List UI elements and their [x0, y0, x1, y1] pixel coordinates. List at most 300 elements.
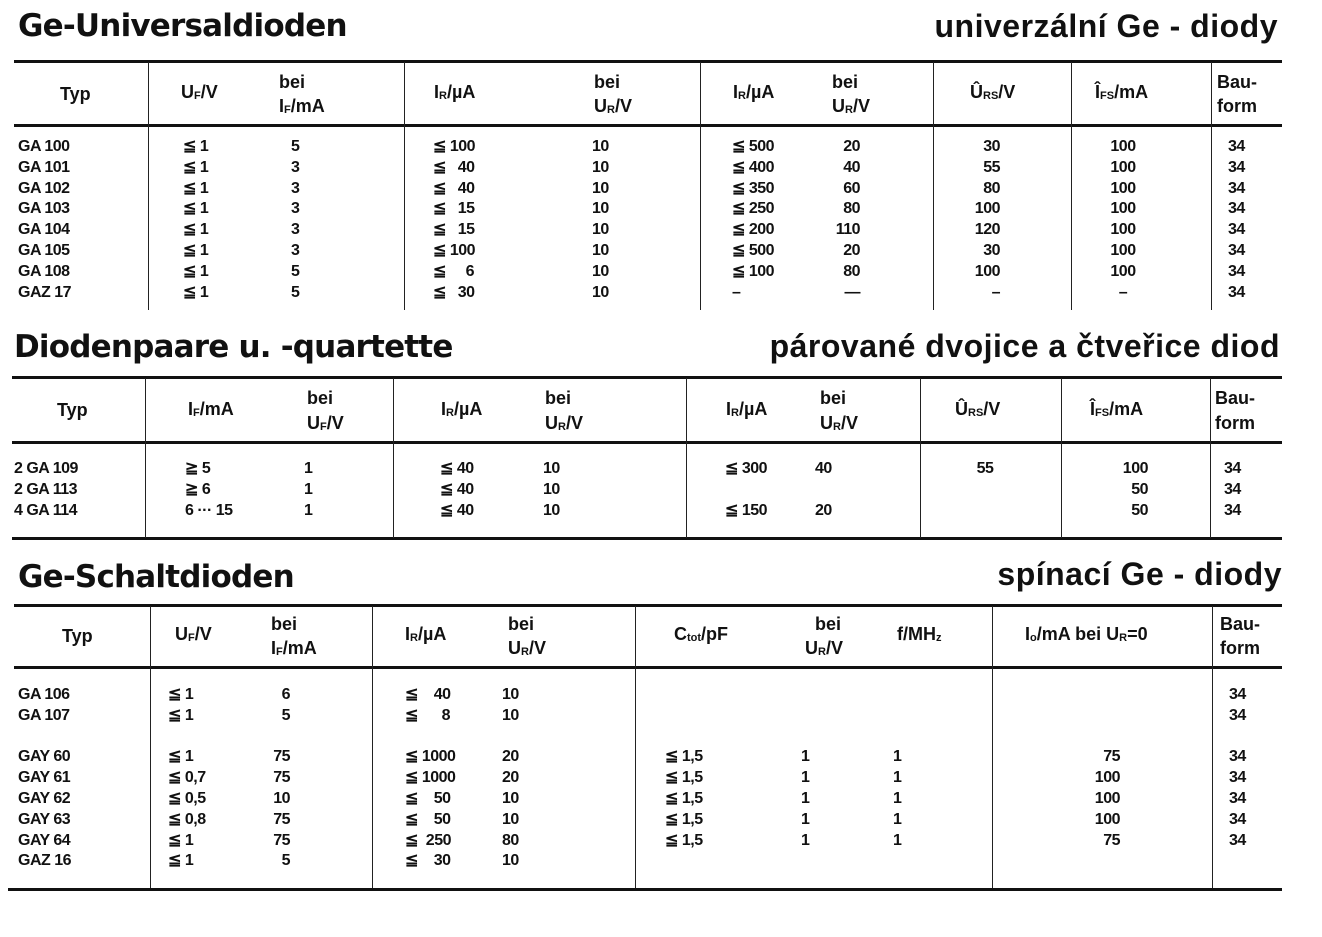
- table-cell-typ: GA 101: [18, 158, 70, 176]
- header-io-sub: o: [1030, 632, 1037, 644]
- table-cell-ctot: ≦ 1,5: [665, 789, 703, 807]
- table-cell-bau: 34: [1229, 789, 1246, 807]
- header-ctot-sub: tot: [687, 632, 702, 644]
- table-cell-ur2: 60: [843, 179, 860, 197]
- table-cell-bau: 34: [1228, 221, 1245, 239]
- table-cell-ur2: 80: [843, 262, 860, 280]
- table-cell-if: [260, 727, 290, 748]
- table-cell-ir2: ≦ 100: [732, 262, 775, 280]
- table-cell-if: 5: [291, 262, 300, 280]
- table-cell-ur1: 10: [543, 460, 560, 477]
- table-cell-uf: ≦ 0,5: [168, 789, 206, 807]
- table-cell-f: 1: [893, 831, 902, 849]
- header-if-sub: F: [193, 407, 200, 419]
- header-bottom-rule: [14, 124, 1282, 127]
- table-cell-ir2: ≦ 150: [725, 501, 768, 519]
- col-ur-1: [502, 685, 519, 872]
- header-ifs-sub: FS: [1100, 90, 1115, 102]
- table-cell-urs: 55: [983, 158, 1000, 176]
- table-cell-uf: ≦ 1: [183, 221, 209, 239]
- table-cell-ir2: ≦ 500: [732, 138, 775, 155]
- header-ifs: [1095, 80, 1148, 108]
- header-freq: [897, 622, 942, 650]
- header-ur-2-symbol: U: [832, 96, 845, 116]
- table-cell-urs: [960, 501, 1010, 522]
- table-cell-urs: 55: [976, 460, 994, 477]
- table-cell-if: 75: [273, 810, 290, 828]
- table-cell-io: [1080, 706, 1120, 727]
- table-cell-io: 100: [1094, 810, 1120, 828]
- table-cell-ur1: 20: [502, 748, 519, 766]
- table-cell-io: 100: [1094, 769, 1120, 787]
- table-cell-f: 1: [893, 789, 902, 807]
- header-bei-2: bei: [545, 388, 572, 408]
- header-ur-1-unit: /V: [528, 638, 546, 658]
- table-cell-ir1: ≦ 40: [440, 480, 474, 498]
- table-cell-if: 3: [291, 158, 300, 176]
- table-cell-ir2: ≦ 250: [732, 200, 775, 218]
- table-cell-if: 6 ··· 15: [185, 501, 233, 519]
- table-cell-ifs: –: [1118, 283, 1128, 301]
- header-ur-2-unit: /V: [825, 638, 843, 658]
- col-bauform: [1229, 685, 1246, 872]
- table-cell-ur1: 10: [592, 221, 609, 239]
- header-freq-symbol: f/MH: [897, 624, 936, 644]
- col-typ: [18, 137, 71, 303]
- col-ur-2: [820, 137, 860, 303]
- table-cell-bau: 34: [1224, 501, 1241, 519]
- header-uf-sub: F: [320, 421, 327, 433]
- header-ifs-sub: FS: [1095, 407, 1110, 419]
- header-ur-2-sub: R: [845, 104, 853, 116]
- table-cell-ir2: ≦ 300: [725, 460, 768, 477]
- header-ir-1-sub: R: [439, 90, 447, 102]
- table-cell-ir2: –: [732, 283, 741, 301]
- column-divider: [404, 62, 405, 310]
- header-freq-sub: z: [936, 632, 942, 644]
- table-cell-uf: ≦ 1: [168, 686, 194, 703]
- table-cell-typ: GAY 62: [18, 789, 71, 807]
- header-ctot: [674, 622, 728, 650]
- table-cell-f: 1: [893, 810, 902, 828]
- header-ur-1-sub: R: [521, 646, 529, 658]
- col-uf: [168, 685, 206, 872]
- table-cell-if: 3: [291, 221, 300, 239]
- table-cell-ir: [405, 727, 455, 748]
- table-cell-ur2: 1: [801, 810, 810, 828]
- table-cell-io: 75: [1103, 748, 1120, 766]
- table-cell-uf: ≦ 0,8: [168, 810, 206, 828]
- header-if-unit: /mA: [199, 399, 234, 419]
- table-cell-io: [1080, 727, 1120, 748]
- table-cell-ur1: 10: [502, 810, 519, 828]
- table-cell-f: 1: [893, 748, 902, 766]
- table-cell-f: [893, 851, 901, 872]
- header-io-text: /mA bei U: [1036, 624, 1120, 644]
- table-cell-ifs: 50: [1131, 501, 1148, 519]
- table-cell-bau: 34: [1229, 810, 1246, 828]
- table-cell-ifs: 100: [1122, 460, 1148, 477]
- column-divider: [372, 606, 373, 888]
- col-typ: [14, 459, 78, 521]
- header-urs-sub: RS: [968, 407, 984, 419]
- header-ur-1-symbol: U: [508, 638, 521, 658]
- section-title-de: Ge-Schaltdioden: [18, 559, 294, 595]
- header-bei-1: bei: [279, 72, 306, 92]
- column-divider: [393, 378, 394, 538]
- col-ur-1: [592, 137, 609, 303]
- table-cell-ur1: 10: [592, 179, 609, 197]
- table-cell-if: 6: [281, 686, 290, 703]
- table-cell-if: 10: [273, 789, 290, 807]
- table-cell-io: 100: [1094, 789, 1120, 807]
- table-cell-ir1: ≦ 100: [433, 138, 476, 155]
- table-cell-bau: 34: [1228, 200, 1245, 218]
- header-ur-2-unit: /V: [852, 96, 870, 116]
- table-cell-ir: ≦ 40: [405, 686, 451, 703]
- column-divider: [635, 606, 636, 888]
- table-cell-typ: GA 100: [18, 138, 70, 155]
- table-cell-typ: 2 GA 109: [14, 460, 78, 477]
- table-cell-uf: ≦ 1: [168, 706, 194, 724]
- col-ur-2: [801, 685, 809, 872]
- header-ir-2: [726, 397, 767, 425]
- table-bottom-rule: [12, 537, 1282, 540]
- table-cell-bau: 34: [1229, 831, 1246, 849]
- table-cell-bau: [1229, 727, 1246, 748]
- col-ir-2: [732, 137, 774, 303]
- col-ir: [405, 685, 455, 872]
- header-bauform-1: Bau-: [1220, 614, 1260, 634]
- header-ir-2-unit: /µA: [745, 82, 775, 102]
- header-ir-2-symbol: I: [733, 82, 739, 102]
- table-cell-if: 3: [291, 179, 300, 197]
- table-cell-ur1: 10: [592, 262, 609, 280]
- table-cell-uf: ≦ 1: [183, 200, 209, 218]
- header-if-symbol: I: [279, 96, 285, 116]
- header-if-unit: /mA: [282, 638, 317, 658]
- table-cell-io: [1080, 685, 1120, 706]
- table-cell-io: [1080, 851, 1120, 872]
- col-urs: [960, 137, 1000, 303]
- table-cell-if: 5: [281, 706, 290, 724]
- col-ifs: [1100, 459, 1148, 521]
- header-ur-2: [832, 94, 870, 122]
- header-ctot-unit: /pF: [701, 624, 729, 644]
- header-uf: [175, 622, 212, 650]
- table-cell-ifs: 100: [1110, 179, 1136, 197]
- column-divider: [1210, 378, 1211, 538]
- table-cell-uf: ≦ 1: [183, 158, 209, 176]
- header-ur-1-symbol: U: [594, 96, 607, 116]
- header-ur-1-symbol: U: [545, 413, 558, 433]
- col-io: [1080, 685, 1120, 872]
- table-cell-bau: 34: [1229, 769, 1246, 787]
- header-ur-2: [820, 411, 858, 439]
- table-cell-uf: ≦ 1: [183, 179, 209, 197]
- header-bei-3: bei: [820, 388, 847, 408]
- table-cell-typ: GA 106: [18, 686, 70, 703]
- header-ifs-unit: /mA: [1109, 399, 1144, 419]
- table-cell-uf: 1: [304, 501, 313, 519]
- table-cell-io: 75: [1103, 831, 1120, 849]
- header-ir-1-unit: /µA: [446, 82, 476, 102]
- table-cell-ir1: ≦ 100: [433, 241, 476, 259]
- table-cell-ur1: 10: [592, 138, 609, 155]
- header-uf-symbol: U: [181, 82, 194, 102]
- col-ctot: [665, 685, 703, 872]
- table-cell-ctot: [665, 706, 703, 727]
- header-uf-unit: /V: [200, 82, 218, 102]
- table-bottom-rule: [8, 888, 1282, 891]
- table-cell-ur1: 80: [502, 831, 519, 849]
- header-uf-unit: /V: [194, 624, 212, 644]
- col-uf: [304, 459, 312, 521]
- column-divider: [933, 62, 934, 310]
- table-cell-if: 3: [291, 241, 300, 259]
- column-divider: [150, 606, 151, 888]
- header-ir-symbol: I: [405, 624, 411, 644]
- header-ir: [405, 622, 446, 650]
- column-divider: [686, 378, 687, 538]
- table-cell-uf: 1: [304, 460, 313, 477]
- header-io: [1025, 622, 1148, 650]
- table-cell-ur1: 10: [592, 200, 609, 218]
- section-title-de: Diodenpaare u. -quartette: [14, 329, 453, 365]
- table-cell-ur2: 1: [801, 831, 810, 849]
- table-cell-bau: 34: [1229, 686, 1246, 703]
- header-ur-2-symbol: U: [805, 638, 818, 658]
- section-title-cz: univerzální Ge - diody: [934, 8, 1278, 44]
- table-cell-ir: ≦ 50: [405, 789, 451, 807]
- table-cell-if: 75: [273, 748, 290, 766]
- table-cell-ur1: 10: [592, 241, 609, 259]
- table-cell-ur1: 10: [543, 501, 560, 519]
- table-cell-typ: 4 GA 114: [14, 501, 78, 519]
- header-ur-2-sub: R: [833, 421, 841, 433]
- header-ifs-symbol: Î: [1090, 399, 1096, 419]
- header-ur-2-symbol: U: [820, 413, 833, 433]
- table-cell-ur2: 80: [843, 200, 860, 218]
- header-ur-2-sub: R: [818, 646, 826, 658]
- col-freq: [893, 685, 901, 872]
- table-cell-typ: GA 108: [18, 262, 70, 280]
- header-ur-1-unit: /V: [614, 96, 632, 116]
- table-cell-ur2: 1: [801, 769, 810, 787]
- col-ur-2: [815, 459, 832, 521]
- header-if-symbol: I: [271, 638, 277, 658]
- table-cell-ctot: ≦ 1,5: [665, 769, 703, 787]
- table-cell-if: 5: [291, 283, 300, 301]
- col-ir-1: [440, 459, 474, 521]
- table-cell-ifs: 100: [1110, 138, 1136, 155]
- table-cell-ifs: 50: [1131, 480, 1148, 498]
- header-ur-2: [805, 636, 843, 664]
- header-ir-unit: /µA: [417, 624, 447, 644]
- header-io-sub2: R: [1119, 632, 1128, 644]
- table-cell-ur2: —: [844, 283, 860, 301]
- header-urs: [955, 397, 1000, 425]
- table-cell-if: 75: [273, 769, 290, 787]
- header-ur-1-unit: /V: [565, 413, 583, 433]
- table-cell-ir1: ≦ 30: [433, 283, 475, 301]
- header-typ: Typ: [60, 84, 91, 104]
- table-cell-bau: 34: [1228, 179, 1245, 197]
- table-cell-ifs: 100: [1110, 241, 1136, 259]
- table-cell-ir1: ≦ 40: [440, 460, 474, 477]
- header-ifs-symbol: Î: [1095, 82, 1101, 102]
- table-cell-ur2: [801, 685, 809, 706]
- table-cell-ifs: 100: [1110, 221, 1136, 239]
- column-divider: [148, 62, 149, 310]
- table-cell-ctot: ≦ 1,5: [665, 831, 703, 849]
- table-cell-ir2: ≦ 500: [732, 241, 775, 259]
- table-cell-ir1: ≦ 15: [433, 200, 475, 218]
- header-ifs: [1090, 397, 1143, 425]
- table-cell-typ: GAY 61: [18, 769, 71, 787]
- table-cell-ur1: [502, 727, 519, 748]
- header-urs-symbol: Û: [955, 399, 968, 419]
- header-ur-1: [545, 411, 583, 439]
- table-cell-ir1: ≦ 6: [433, 262, 475, 280]
- header-ir-1-symbol: I: [434, 82, 440, 102]
- table-cell-typ: 2 GA 113: [14, 480, 78, 498]
- header-ur-1: [508, 636, 546, 664]
- table-cell-ur2: 1: [801, 748, 810, 766]
- table-cell-ir2: [725, 480, 767, 501]
- header-ur-1-sub: R: [558, 421, 566, 433]
- col-urs: [960, 459, 1010, 521]
- header-urs-unit: /V: [998, 82, 1016, 102]
- table-cell-ur2: 40: [843, 158, 860, 176]
- header-ir-2-unit: /µA: [738, 399, 768, 419]
- table-cell-ctot: ≦ 1,5: [665, 810, 703, 828]
- table-cell-ir: ≦ 250: [405, 831, 451, 849]
- table-cell-f: [893, 727, 901, 748]
- table-cell-ifs: 100: [1110, 262, 1136, 280]
- table-cell-uf: ≦ 0,7: [168, 769, 206, 787]
- header-ir-1: [434, 80, 475, 108]
- table-cell-uf: ≦ 1: [183, 138, 209, 155]
- header-io-tail: =0: [1127, 624, 1148, 644]
- table-cell-uf: ≦ 1: [168, 852, 194, 870]
- table-top-rule: [14, 604, 1282, 607]
- header-ur-2-unit: /V: [840, 413, 858, 433]
- header-urs-symbol: Û: [970, 82, 983, 102]
- table-cell-urs: 100: [974, 262, 1000, 280]
- table-cell-if: 3: [291, 200, 300, 218]
- table-cell-ur2: 20: [843, 241, 860, 259]
- col-bauform: [1228, 137, 1245, 303]
- table-cell-uf: ≦ 1: [183, 241, 209, 259]
- table-cell-ir2: ≦ 200: [732, 221, 775, 239]
- column-divider: [1211, 62, 1212, 310]
- table-cell-ur1: 10: [543, 480, 560, 498]
- column-divider: [1212, 606, 1213, 888]
- table-cell-urs: 80: [983, 179, 1000, 197]
- table-cell-bau: 34: [1228, 241, 1245, 259]
- column-divider: [700, 62, 701, 310]
- table-cell-ir: ≦ 1000: [405, 769, 456, 787]
- header-ur-1-sub: R: [607, 104, 615, 116]
- table-cell-ir1: ≦ 15: [433, 221, 475, 239]
- col-ifs: [1100, 137, 1146, 303]
- header-uf: [307, 411, 344, 439]
- section-title-cz: párované dvojice a čtveřice diod: [769, 328, 1280, 364]
- table-cell-ur2: [815, 480, 832, 501]
- section-title-cz: spínací Ge - diody: [997, 556, 1282, 592]
- column-divider: [145, 378, 146, 538]
- table-cell-ctot: [665, 685, 703, 706]
- col-bauform: [1224, 459, 1241, 521]
- table-cell-if: 75: [273, 831, 290, 849]
- header-bei-2: bei: [508, 614, 535, 634]
- table-cell-urs: 30: [983, 138, 1000, 155]
- header-if-unit: /mA: [290, 96, 325, 116]
- table-cell-bau: 34: [1228, 283, 1245, 301]
- table-cell-typ: GAY 64: [18, 831, 71, 849]
- header-ir-2: [733, 80, 774, 108]
- table-cell-if: ≧ 6: [185, 480, 211, 498]
- table-cell-urs: 100: [974, 200, 1000, 218]
- header-if-symbol: I: [188, 399, 194, 419]
- header-bottom-rule: [12, 441, 1282, 444]
- table-cell-typ: GA 107: [18, 706, 70, 724]
- col-ir-1: [433, 137, 475, 303]
- table-cell-typ: GAZ 17: [18, 283, 72, 301]
- header-bei-2: bei: [594, 72, 621, 92]
- table-cell-ur2: [801, 851, 809, 872]
- table-cell-ir1: ≦ 40: [433, 179, 475, 197]
- header-if: [271, 636, 317, 664]
- header-ctot-symbol: C: [674, 624, 687, 644]
- header-ir-1-symbol: I: [441, 399, 447, 419]
- header-bei-1: bei: [307, 388, 334, 408]
- table-cell-ir1: ≦ 40: [433, 158, 475, 176]
- table-cell-bau: 34: [1229, 706, 1246, 724]
- header-ir-2-sub: R: [738, 90, 746, 102]
- table-cell-typ: GA 103: [18, 200, 70, 218]
- col-ur-1: [543, 459, 560, 521]
- column-divider: [992, 606, 993, 888]
- table-cell-typ: GA 104: [18, 221, 70, 239]
- table-cell-ur2: 110: [835, 221, 860, 239]
- table-cell-uf: ≦ 1: [168, 748, 194, 766]
- table-cell-ir: ≦ 8: [405, 706, 450, 724]
- header-uf-symbol: U: [307, 413, 320, 433]
- header-uf-sub: F: [188, 632, 195, 644]
- table-cell-bau: 34: [1228, 262, 1245, 280]
- col-ir-2: [725, 459, 767, 521]
- table-cell-urs: 120: [974, 221, 1000, 239]
- header-urs-unit: /V: [983, 399, 1001, 419]
- table-cell-if: 5: [291, 138, 300, 155]
- table-cell-ur1: 10: [502, 852, 519, 870]
- table-cell-bau: 34: [1228, 158, 1245, 176]
- table-cell-typ: GA 105: [18, 241, 70, 259]
- table-cell-typ: [18, 727, 71, 748]
- table-cell-f: [893, 685, 901, 706]
- column-divider: [1061, 378, 1062, 538]
- table-top-rule: [12, 376, 1282, 379]
- col-if: [291, 137, 299, 303]
- table-cell-ctot: [665, 727, 703, 748]
- col-typ: [18, 685, 71, 872]
- table-cell-ir2: ≦ 400: [732, 158, 775, 176]
- col-uf: [183, 137, 208, 303]
- column-divider: [1071, 62, 1072, 310]
- header-ir-sub: R: [410, 632, 418, 644]
